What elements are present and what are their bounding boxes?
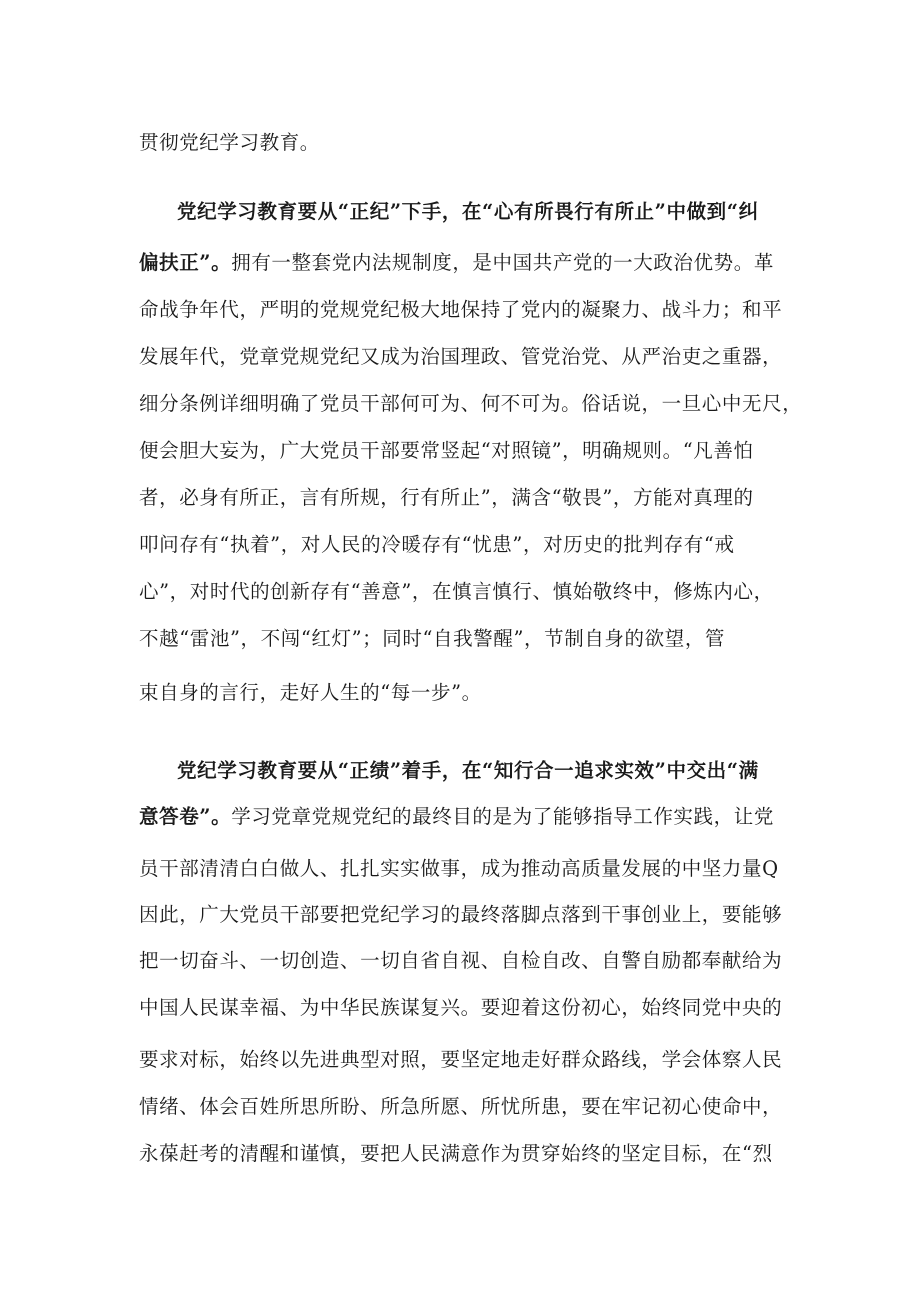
paragraph-1-heading: 党纪学习教育要从“正纪”下手，在“心有所畏行有所止”中做到“纠 — [177, 200, 759, 223]
paragraph-1-line: 者，必身有所正，言有所规，行有所止”，满含“敬畏”，方能对真理的 — [139, 486, 754, 509]
paragraph-2-heading-end: 意答卷”。 — [139, 805, 232, 828]
paragraph-1-line: 便会胆大妄为，广大党员干部要常竖起“对照镜”，明确规则。“凡善怕 — [139, 439, 754, 462]
paragraph-2-line: 要求对标，始终以先进典型对照，要坚定地走好群众路线，学会体察人民 — [139, 1048, 783, 1071]
paragraph-1-line: 细分条例详细明确了党员干部何可为、何不可为。俗话说，一旦心中无尺， — [139, 392, 803, 415]
paragraph-2-line: 把一切奋斗、一切创造、一切自省自视、自检自改、自警自励都奉献给为 — [139, 949, 783, 972]
paragraph-2-line: 情绪、体会百姓所思所盼、所急所愿、所忧所患，要在牢记初心使命中， — [139, 1095, 783, 1118]
paragraph-1-heading-end: 偏扶正”。 — [139, 251, 232, 274]
paragraph-2-line — [139, 804, 789, 830]
paragraph-2-line: 员干部清清白白做人、扎扎实实做事，成为推动高质量发展的中坚力量Q — [139, 857, 779, 880]
paragraph-1-text: 拥有一整套党内法规制度，是中国共产党的一大政治优势。革 — [231, 251, 774, 274]
paragraph-1-line: 束自身的言行，走好人生的“每一步”。 — [139, 681, 482, 704]
paragraph-2-heading: 党纪学习教育要从“正绩”着手，在“知行合一追求实效”中交出“满 — [177, 759, 759, 782]
paragraph-1-line: 心”，对时代的创新存有“善意”，在慎言慎行、慎始敬终中，修炼内心， — [139, 580, 774, 603]
paragraph-2-line: 永葆赶考的清醒和谨慎，要把人民满意作为贯穿始终的坚定目标，在“烈 — [139, 1142, 773, 1165]
paragraph-1-line: 不越“雷池”，不闯“红灯”；同时“自我警醒”，节制自身的欲望，管 — [139, 627, 726, 650]
paragraph-1-line: 发展年代，党章党规党纪又成为治国理政、管党治党、从严治吏之重器， — [139, 345, 783, 368]
paragraph-2-text: 学习党章党规党纪的最终目的是为了能够指导工作实践，让党 — [231, 805, 774, 828]
paragraph-1-line: 叩问存有“执着”，对人民的冷暖存有“忧患”，对历史的批判存有“戒 — [139, 533, 735, 556]
intro-line: 贯彻党纪学习教育。 — [139, 131, 320, 154]
paragraph-1-line — [139, 250, 789, 276]
paragraph-2-line: 中国人民谋幸福、为中华民族谋复兴。要迎着这份初心，始终同党中央的 — [139, 996, 783, 1019]
paragraph-2-line: 因此，广大党员干部要把党纪学习的最终落脚点落到干事创业上，要能够 — [139, 903, 783, 926]
paragraph-1-line: 命战争年代，严明的党规党纪极大地保持了党内的凝聚力、战斗力；和平 — [139, 298, 783, 321]
